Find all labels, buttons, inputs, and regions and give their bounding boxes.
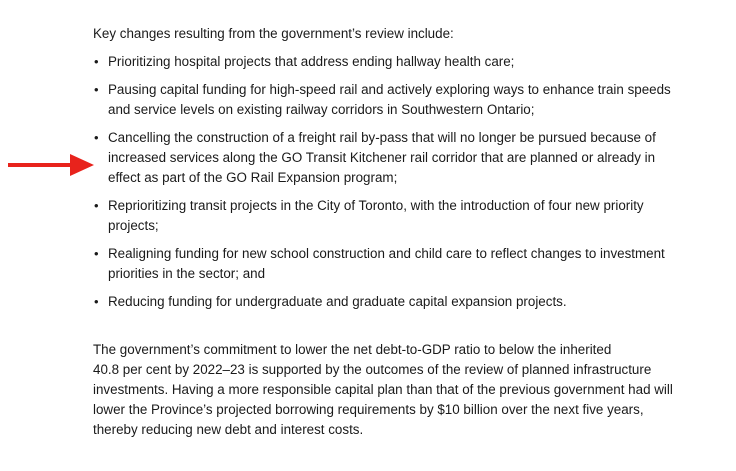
document-body xyxy=(93,24,693,440)
text-line: priorities in the sector; and xyxy=(108,266,266,281)
list-item xyxy=(93,80,693,120)
text-line: The government’s commitment to lower the net debt-to-GDP ratio to below the inherited xyxy=(93,342,612,357)
bullet-icon: • xyxy=(94,246,99,261)
red-arrow-icon xyxy=(8,153,94,177)
bullet-icon: • xyxy=(94,198,99,213)
text-line: effect as part of the GO Rail Expansion program; xyxy=(108,170,398,185)
list-item xyxy=(93,244,693,284)
closing-paragraph xyxy=(93,340,693,440)
text-line: Reprioritizing transit projects in the City of Toronto, with the introduction of four new priority xyxy=(108,198,644,213)
text-line: Realigning funding for new school construction and child care to reflect changes to investment xyxy=(108,246,665,261)
text-line: Cancelling the construction of a freight rail by-pass that will no longer be pursued because of xyxy=(108,130,656,145)
text-line: projects; xyxy=(108,218,159,233)
text-line: increased services along the GO Transit Kitchener rail corridor that are planned or already in xyxy=(108,150,656,165)
list-item xyxy=(93,196,693,236)
list-item-highlighted xyxy=(93,128,693,188)
bullet-icon: • xyxy=(94,294,99,309)
text-line: lower the Province’s projected borrowing requirements by $10 billion over the next five years, xyxy=(93,402,644,417)
list-item xyxy=(93,52,693,72)
text-line: investments. Having a more responsible capital plan than that of the previous government had will xyxy=(93,382,673,397)
intro-paragraph: Key changes resulting from the government’s review include: xyxy=(93,26,454,41)
text-line: 40.8 per cent by 2022–23 is supported by the outcomes of the review of planned infrastructure xyxy=(93,362,652,377)
key-changes-list xyxy=(93,52,693,312)
list-item xyxy=(93,292,693,312)
bullet-icon: • xyxy=(94,82,99,97)
list-item-text xyxy=(108,196,693,236)
bullet-icon: • xyxy=(94,130,99,145)
list-item-text xyxy=(108,128,693,188)
bullet-icon: • xyxy=(94,54,99,69)
list-item-text: Reducing funding for undergraduate and graduate capital expansion projects. xyxy=(108,294,567,309)
list-item-text xyxy=(108,244,693,284)
list-item-text xyxy=(108,80,693,120)
list-item-text: Prioritizing hospital projects that address ending hallway health care; xyxy=(108,54,515,69)
text-line: and service levels on existing railway corridors in Southwestern Ontario; xyxy=(108,102,535,117)
text-line: Pausing capital funding for high-speed rail and actively exploring ways to enhance train speeds xyxy=(108,82,671,97)
text-line: thereby reducing new debt and interest costs. xyxy=(93,422,364,437)
